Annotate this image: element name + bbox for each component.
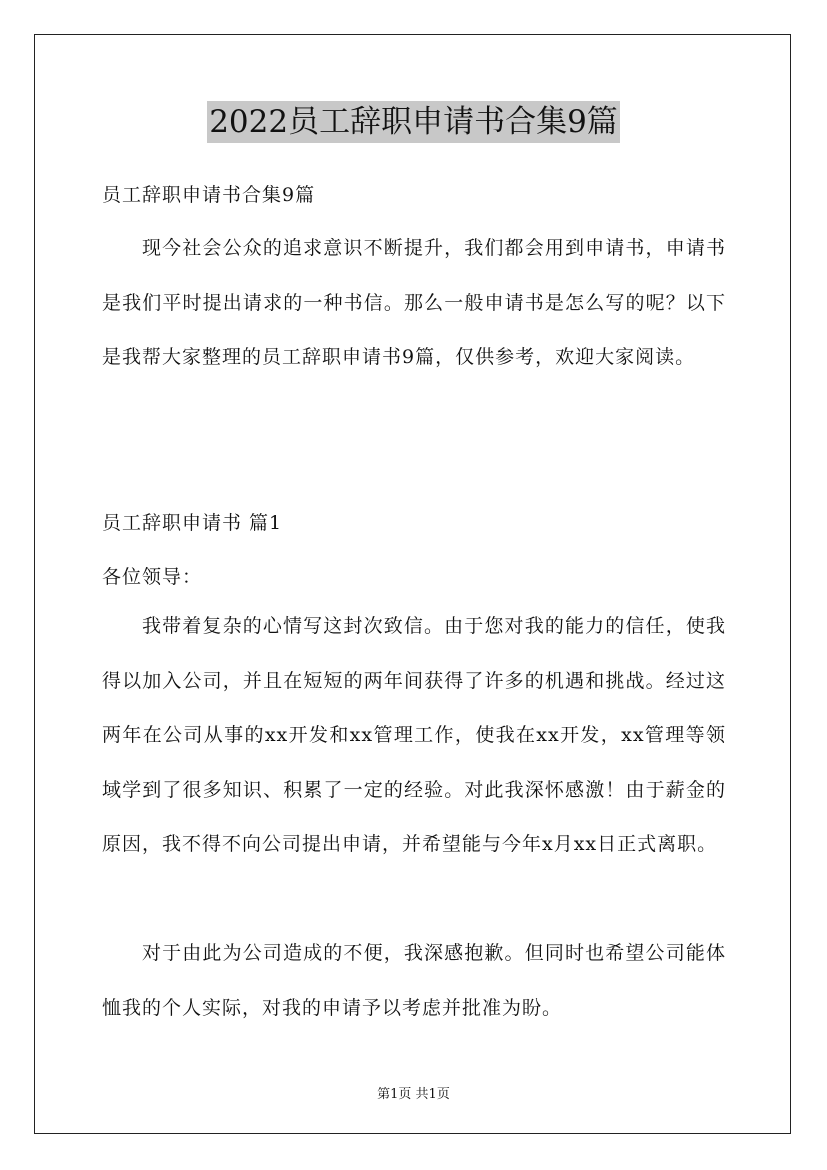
salutation: 各位领导： (102, 566, 203, 588)
page-footer: 第1页 共1页 (377, 1087, 450, 1102)
title-container (0, 101, 827, 143)
body-paragraph-1: 我带着复杂的心情写这封次致信。由于您对我的能力的信任，使我得以加入公司，并且在短短的两年间获得了许多的机遇和挑战。经过这两年在公司从事的xx开发和xx管理工作，使我在xx开发，xx管理等领域学到了很多知识、积累了一定的经验。对此我深怀感激！由于薪金的原因，我不得不向公司提出申请，并希望能与今年x月xx日正式离职。 (102, 615, 726, 855)
document-title: 2022员工辞职申请书合集9篇 (207, 101, 620, 143)
section-heading: 员工辞职申请书 篇1 (102, 512, 283, 534)
document-subtitle: 员工辞职申请书合集9篇 (102, 184, 316, 206)
intro-paragraph: 现今社会公众的追求意识不断提升，我们都会用到申请书，申请书是我们平时提出请求的一种书信。那么一般申请书是怎么写的呢？以下是我帮大家整理的员工辞职申请书9篇，仅供参考，欢迎大家阅读。 (102, 237, 726, 368)
body-paragraph-2: 对于由此为公司造成的不便，我深感抱歉。但同时也希望公司能体恤我的个人实际，对我的申请予以考虑并批准为盼。 (102, 942, 726, 1019)
